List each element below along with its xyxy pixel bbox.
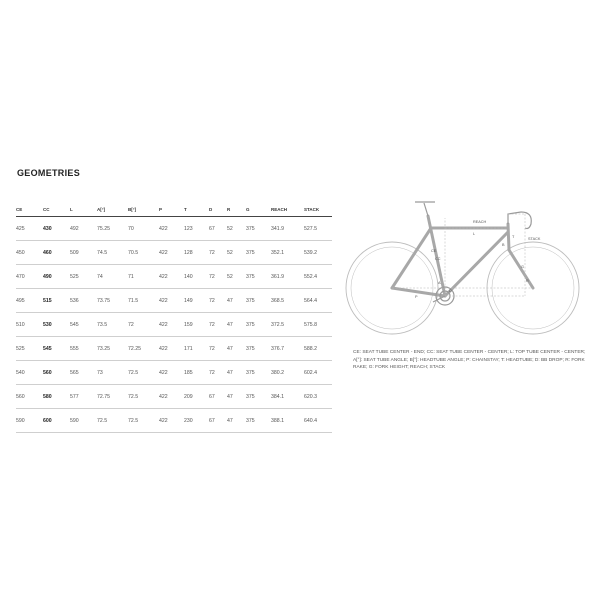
table-cell: 555 bbox=[70, 337, 97, 361]
table-cell: 75.25 bbox=[97, 217, 128, 241]
column-header: R bbox=[227, 203, 246, 217]
column-header: G bbox=[246, 203, 271, 217]
table-cell: 72 bbox=[209, 289, 227, 313]
ce-label: CE bbox=[431, 249, 437, 253]
table-cell: 509 bbox=[70, 241, 97, 265]
table-cell: 588.2 bbox=[304, 337, 332, 361]
column-header: L bbox=[70, 203, 97, 217]
table-cell: 72 bbox=[209, 241, 227, 265]
table-cell: 47 bbox=[227, 289, 246, 313]
table-cell: 590 bbox=[70, 409, 97, 433]
table-cell: 72.25 bbox=[128, 337, 159, 361]
table-cell: 375 bbox=[246, 313, 271, 337]
table-cell: 545 bbox=[70, 313, 97, 337]
table-cell: 425 bbox=[16, 217, 43, 241]
table-cell: 72.75 bbox=[97, 385, 128, 409]
table-cell: 564.4 bbox=[304, 289, 332, 313]
table-row bbox=[16, 289, 332, 313]
table-cell: 388.1 bbox=[271, 409, 304, 433]
table-cell: 72 bbox=[209, 265, 227, 289]
table-cell: 577 bbox=[70, 385, 97, 409]
table-cell: 527.5 bbox=[304, 217, 332, 241]
table-header-row bbox=[16, 203, 332, 217]
table-cell: 72 bbox=[209, 361, 227, 385]
t-label: T bbox=[512, 235, 515, 239]
table-cell: 525 bbox=[70, 265, 97, 289]
table-cell: 525 bbox=[16, 337, 43, 361]
table-cell: 368.5 bbox=[271, 289, 304, 313]
table-row bbox=[16, 385, 332, 409]
table-cell: 149 bbox=[184, 289, 209, 313]
table-cell: 352.1 bbox=[271, 241, 304, 265]
table-cell: 372.5 bbox=[271, 313, 304, 337]
column-header: CC bbox=[43, 203, 70, 217]
table-cell: 375 bbox=[246, 409, 271, 433]
cc-label: CC bbox=[435, 257, 441, 261]
table-cell: 67 bbox=[209, 385, 227, 409]
table-cell: 52 bbox=[227, 217, 246, 241]
column-header: T bbox=[184, 203, 209, 217]
b-label: B bbox=[502, 243, 505, 247]
table-cell: 73 bbox=[97, 361, 128, 385]
bike-components bbox=[415, 202, 531, 305]
table-cell: 72 bbox=[209, 313, 227, 337]
column-header: STACK bbox=[304, 203, 332, 217]
table-cell: 470 bbox=[16, 265, 43, 289]
table-cell: 450 bbox=[16, 241, 43, 265]
table-cell: 47 bbox=[227, 385, 246, 409]
table-cell: 560 bbox=[43, 361, 70, 385]
table-cell: 71 bbox=[128, 265, 159, 289]
geometry-table bbox=[16, 203, 332, 433]
table-cell: 560 bbox=[16, 385, 43, 409]
table-cell: 341.9 bbox=[271, 217, 304, 241]
column-header: B[°] bbox=[128, 203, 159, 217]
table-row bbox=[16, 361, 332, 385]
table-cell: 530 bbox=[43, 313, 70, 337]
table-cell: 47 bbox=[227, 409, 246, 433]
table-cell: 380.2 bbox=[271, 361, 304, 385]
table-cell: 123 bbox=[184, 217, 209, 241]
column-header: P bbox=[159, 203, 184, 217]
table-cell: 52 bbox=[227, 241, 246, 265]
p-label: P bbox=[415, 295, 418, 299]
table-cell: 375 bbox=[246, 337, 271, 361]
r-label: R bbox=[526, 279, 529, 283]
table-cell: 375 bbox=[246, 241, 271, 265]
column-header: CE bbox=[16, 203, 43, 217]
table-body bbox=[16, 217, 332, 433]
table-cell: 422 bbox=[159, 217, 184, 241]
table-cell: 375 bbox=[246, 217, 271, 241]
table-cell: 375 bbox=[246, 361, 271, 385]
table-row bbox=[16, 313, 332, 337]
table-cell: 73.75 bbox=[97, 289, 128, 313]
table-cell: 545 bbox=[43, 337, 70, 361]
table-cell: 422 bbox=[159, 337, 184, 361]
table-cell: 71.5 bbox=[128, 289, 159, 313]
stack-label: STACK bbox=[528, 237, 541, 241]
table-cell: 515 bbox=[43, 289, 70, 313]
table-cell: 230 bbox=[184, 409, 209, 433]
table-row bbox=[16, 217, 332, 241]
table-cell: 140 bbox=[184, 265, 209, 289]
table-cell: 422 bbox=[159, 313, 184, 337]
table-cell: 590 bbox=[16, 409, 43, 433]
table-cell: 384.1 bbox=[271, 385, 304, 409]
table-cell: 422 bbox=[159, 265, 184, 289]
table-cell: 74 bbox=[97, 265, 128, 289]
reach-label: REACH bbox=[473, 220, 487, 224]
table-cell: 209 bbox=[184, 385, 209, 409]
table-cell: 552.4 bbox=[304, 265, 332, 289]
table-cell: 72.5 bbox=[128, 385, 159, 409]
table-cell: 422 bbox=[159, 361, 184, 385]
table-cell: 575.8 bbox=[304, 313, 332, 337]
table-cell: 539.2 bbox=[304, 241, 332, 265]
table-cell: 159 bbox=[184, 313, 209, 337]
table-cell: 47 bbox=[227, 337, 246, 361]
table-cell: 375 bbox=[246, 385, 271, 409]
table-cell: 70 bbox=[128, 217, 159, 241]
table-cell: 52 bbox=[227, 265, 246, 289]
table-cell: 375 bbox=[246, 265, 271, 289]
table-cell: 620.3 bbox=[304, 385, 332, 409]
table-cell: 540 bbox=[16, 361, 43, 385]
table-cell: 376.7 bbox=[271, 337, 304, 361]
table-cell: 74.5 bbox=[97, 241, 128, 265]
table-cell: 67 bbox=[209, 409, 227, 433]
table-row bbox=[16, 241, 332, 265]
table-cell: 128 bbox=[184, 241, 209, 265]
a-label: A bbox=[438, 281, 441, 285]
l-label: L bbox=[473, 232, 476, 236]
geometry-legend: CE: SEAT TUBE CENTER - END; CC: SEAT TUBE CENTER - CENTER; L: TOP TUBE CENTER - CENTER; A[°]: SEAT TUBE ANGLE; B[°]: HEADTUBE ANGLE; P: CHAINSTAY; T: HEADTUBE; D: BB DROP; R: FORK RAKE; G: FORK HEIGHT; REACH; STACK bbox=[353, 350, 586, 371]
table-cell: 73.5 bbox=[97, 313, 128, 337]
table-cell: 72.5 bbox=[128, 361, 159, 385]
table-cell: 72.5 bbox=[97, 409, 128, 433]
table-cell: 600 bbox=[43, 409, 70, 433]
table-cell: 73.25 bbox=[97, 337, 128, 361]
table-cell: 361.9 bbox=[271, 265, 304, 289]
table-cell: 70.5 bbox=[128, 241, 159, 265]
table-row bbox=[16, 265, 332, 289]
table-cell: 422 bbox=[159, 289, 184, 313]
table-cell: 72 bbox=[209, 337, 227, 361]
table-cell: 495 bbox=[16, 289, 43, 313]
bike-geometry-diagram bbox=[345, 188, 585, 338]
table-cell: 375 bbox=[246, 289, 271, 313]
table-cell: 640.4 bbox=[304, 409, 332, 433]
table-cell: 565 bbox=[70, 361, 97, 385]
table-cell: 422 bbox=[159, 385, 184, 409]
table-cell: 602.4 bbox=[304, 361, 332, 385]
page-title: GEOMETRIES bbox=[17, 168, 81, 178]
table-cell: 536 bbox=[70, 289, 97, 313]
column-header: D bbox=[209, 203, 227, 217]
table-cell: 47 bbox=[227, 313, 246, 337]
table-cell: 490 bbox=[43, 265, 70, 289]
table-cell: 460 bbox=[43, 241, 70, 265]
table-cell: 72 bbox=[128, 313, 159, 337]
table-cell: 430 bbox=[43, 217, 70, 241]
column-header: REACH bbox=[271, 203, 304, 217]
column-header: A[°] bbox=[97, 203, 128, 217]
table-cell: 492 bbox=[70, 217, 97, 241]
table-cell: 422 bbox=[159, 409, 184, 433]
table-cell: 47 bbox=[227, 361, 246, 385]
table-row bbox=[16, 409, 332, 433]
table-cell: 185 bbox=[184, 361, 209, 385]
table-cell: 67 bbox=[209, 217, 227, 241]
table-cell: 510 bbox=[16, 313, 43, 337]
table-cell: 171 bbox=[184, 337, 209, 361]
table-cell: 580 bbox=[43, 385, 70, 409]
table-cell: 72.5 bbox=[128, 409, 159, 433]
d-label: D bbox=[449, 289, 452, 293]
g-label: G bbox=[521, 265, 524, 269]
table-row bbox=[16, 337, 332, 361]
table-cell: 422 bbox=[159, 241, 184, 265]
